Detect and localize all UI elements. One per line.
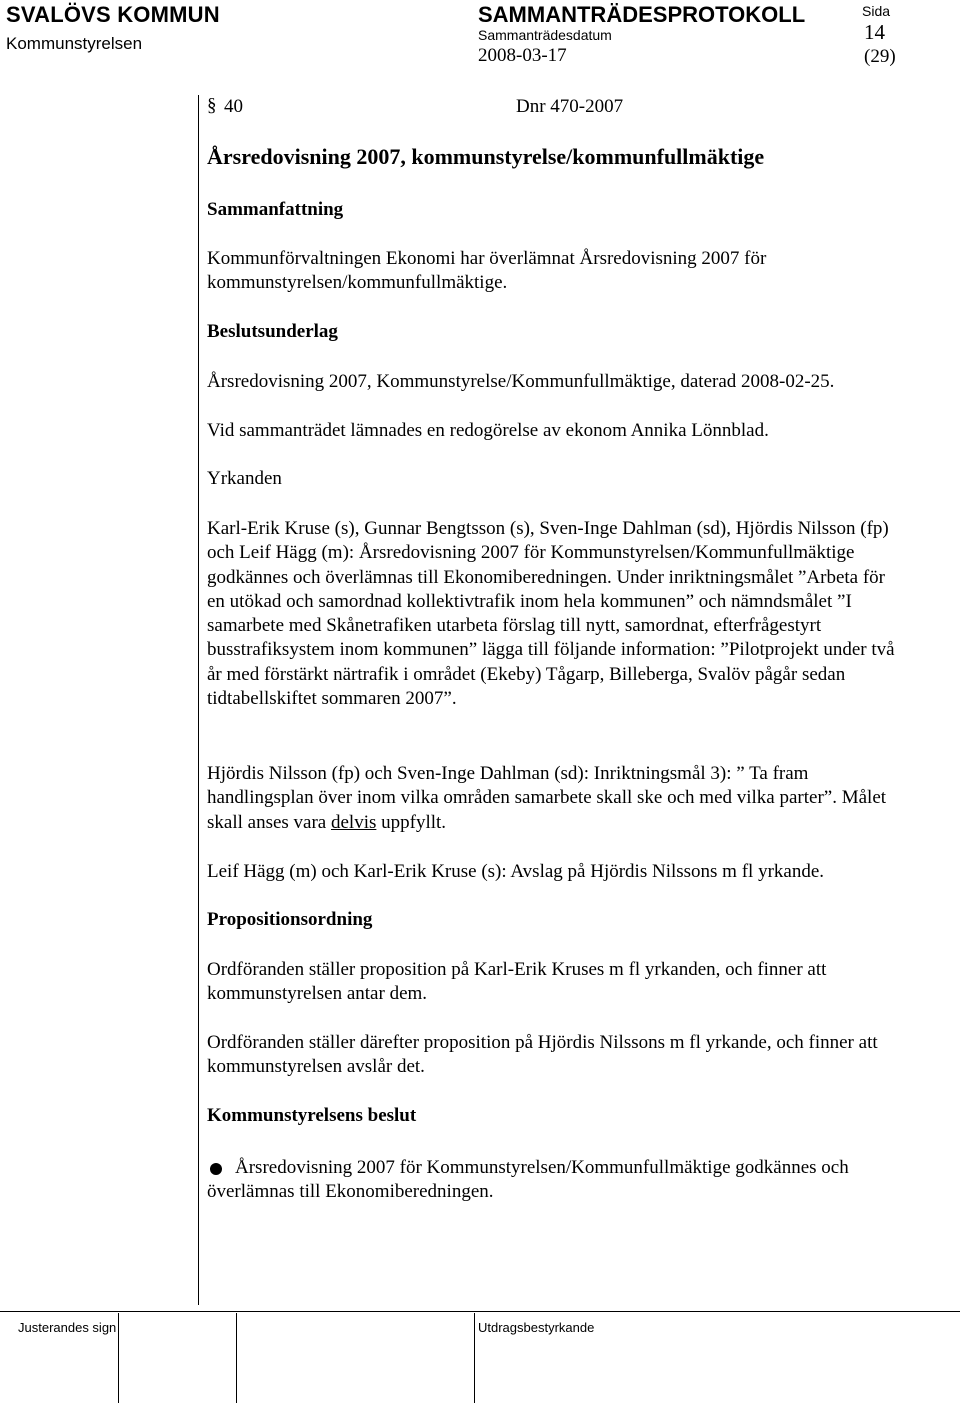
proposition-2: Ordföranden ställer därefter proposition på Hjördis Nilssons m fl yrkande, och finner att kommunstyrelsen avslår det. — [207, 1032, 878, 1078]
margin-rule — [198, 95, 199, 1305]
motion-1: Karl-Erik Kruse (s), Gunnar Bengtsson (s), Sven-Inge Dahlman (sd), Hjördis Nilsson (fp) och Leif Hägg (m): Årsredovisning 2007 för Kommunstyrelsen/Kommunfullmäktige godkännes och överlämnas till Ekonomiberedningen. Under inriktningsmålet ”Arbeta för en utökad och samordnad kollektivtrafik inom hela kommunen” och nämndsmålet ”I samarbete med Skånetrafiken utarbeta förslag till nytt, samordnat, efterfrågestyrt busstrafiksystem inom kommunen” lägga till följande information: ”Pilotprojekt under två år med förstärkt närtrafik i området (Ekeby) Tågarp, Billeberga, Svalöv pågår sedan tidtabellskiftet sommaren 2007”. — [207, 518, 895, 710]
motion-2 — [207, 762, 907, 835]
proposition-1: Ordföranden ställer proposition på Karl-Erik Kruses m fl yrkanden, och finner att kommunstyrelsen antar dem. — [207, 959, 827, 1005]
case-number: Dnr 470-2007 — [516, 96, 624, 117]
motion-2-text: Hjördis Nilsson (fp) och Sven-Inge Dahlman (sd): Inriktningsmål 3): ” Ta fram handlingsplan över inom vilka områden samarbete skall ske och med vilka parter”. Målet skall anses vara — [207, 763, 887, 833]
paragraph-number: 40 — [224, 96, 243, 117]
meeting-note: Vid sammanträdet lämnades en redogörelse av ekonom Annika Lönnblad. — [207, 420, 769, 441]
heading-proposition: Propositionsordning — [207, 909, 373, 930]
decision-bullet: Årsredovisning 2007 för Kommunstyrelsen/Kommunfullmäktige godkännes och överlämnas till Ekonomiberedningen. — [207, 1157, 849, 1203]
page-total: (29) — [864, 46, 896, 67]
page-label: Sida — [862, 3, 891, 19]
section-title: Årsredovisning 2007, kommunstyrelse/kommunfullmäktige — [207, 144, 765, 169]
footer-extract-label: Utdragsbestyrkande — [478, 1320, 595, 1335]
document-type: SAMMANTRÄDESPROTOKOLL — [478, 2, 806, 27]
footer-divider — [474, 1313, 475, 1403]
footer-divider — [236, 1313, 237, 1403]
organization-name: SVALÖVS KOMMUN — [6, 2, 220, 27]
motion-2-end: uppfyllt. — [376, 811, 447, 833]
committee-name: Kommunstyrelsen — [6, 34, 143, 53]
motion-2-underlined: delvis — [330, 811, 377, 833]
summary-text: Kommunförvaltningen Ekonomi har överlämnat Årsredovisning 2007 för kommunstyrelsen/kommunfullmäktige. — [207, 248, 767, 294]
date-label: Sammanträdesdatum — [478, 27, 612, 43]
heading-motions: Yrkanden — [207, 468, 282, 489]
footer-divider — [118, 1313, 119, 1403]
page-number: 14 — [864, 20, 885, 44]
heading-basis: Beslutsunderlag — [207, 321, 338, 342]
motion-3: Leif Hägg (m) och Karl-Erik Kruse (s): Avslag på Hjördis Nilssons m fl yrkande. — [207, 861, 825, 882]
meeting-date: 2008-03-17 — [478, 45, 567, 66]
footer-rule — [0, 1311, 960, 1312]
paragraph-sign: § — [207, 95, 217, 116]
footer-sign-label: Justerandes sign — [18, 1320, 117, 1335]
basis-text: Årsredovisning 2007, Kommunstyrelse/Kommunfullmäktige, daterad 2008-02-25. — [207, 371, 835, 392]
heading-decision: Kommunstyrelsens beslut — [207, 1105, 417, 1126]
heading-summary: Sammanfattning — [207, 199, 344, 220]
